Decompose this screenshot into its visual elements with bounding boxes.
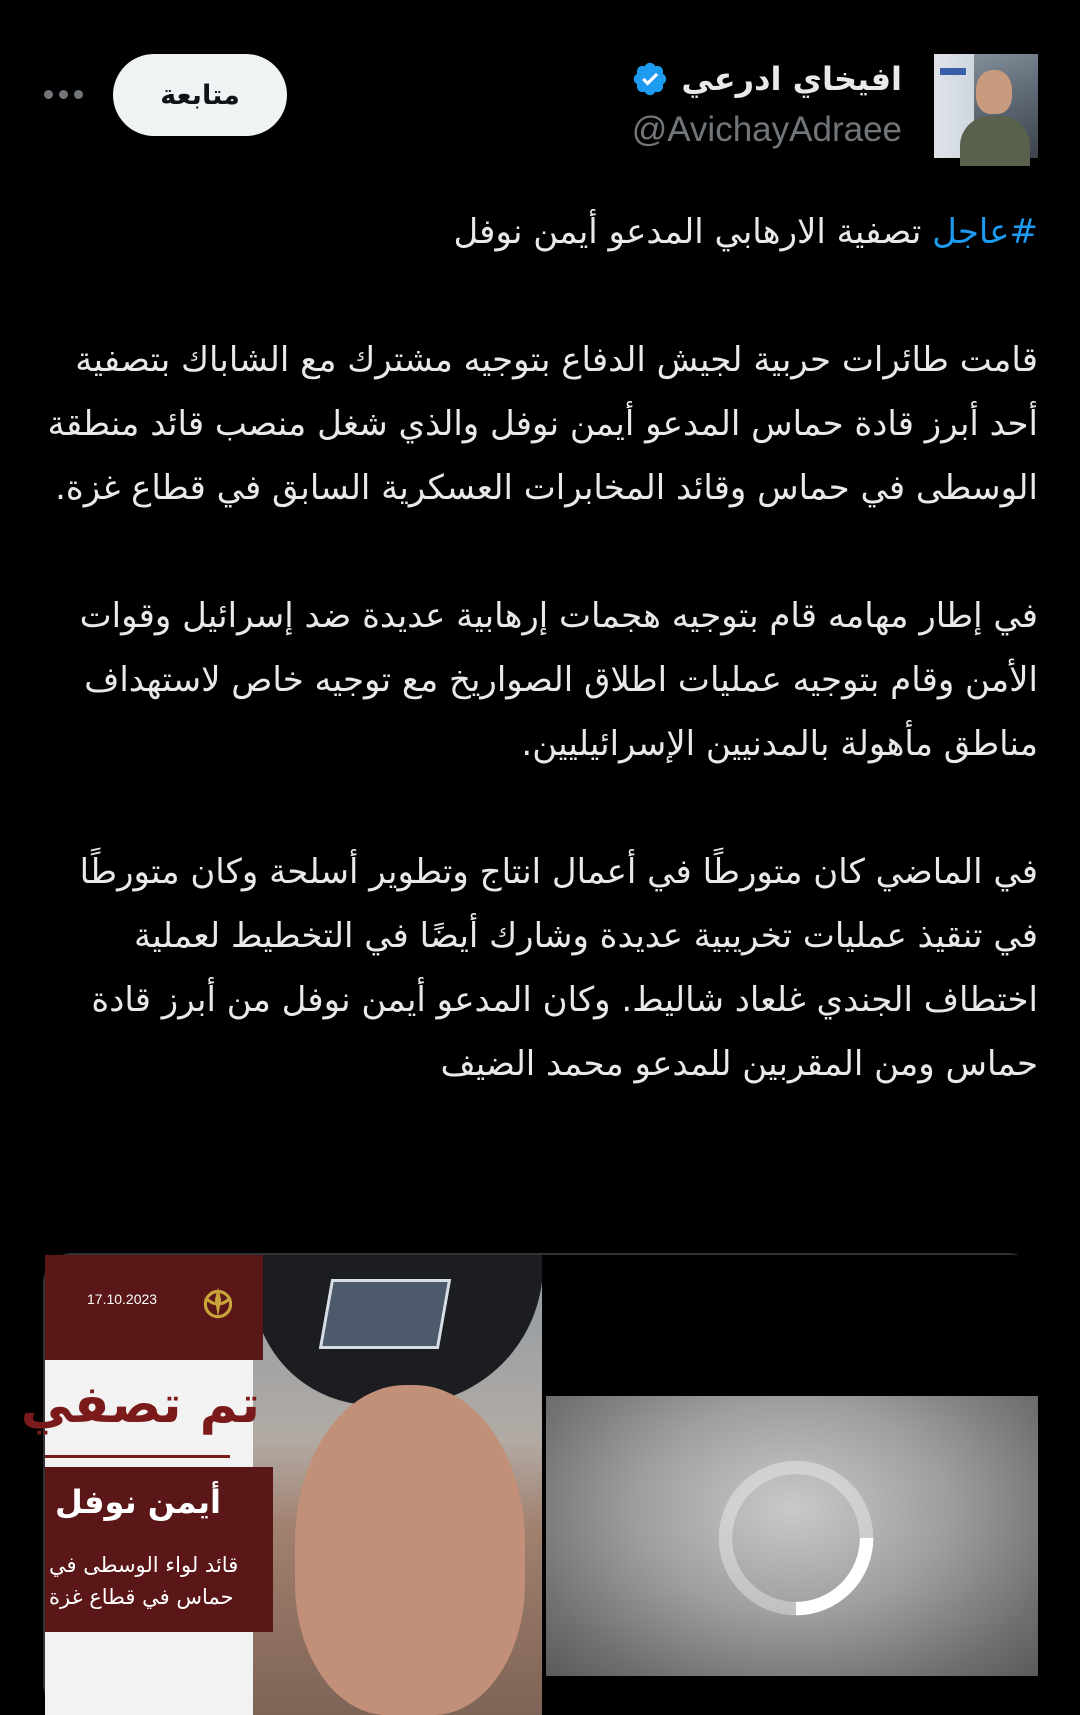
idf-emblem-icon xyxy=(197,1281,239,1323)
video-thumbnail[interactable] xyxy=(546,1396,1038,1676)
more-horizontal-icon[interactable] xyxy=(44,82,83,106)
cap-logo-icon xyxy=(319,1279,451,1349)
author-display-name[interactable]: افيخاي ادرعي xyxy=(681,60,902,98)
author-handle[interactable]: @AvichayAdraee xyxy=(631,110,902,149)
image-subtitle-line: حماس في قطاع غزة xyxy=(49,1585,234,1609)
hashtag-link[interactable]: #عاجل xyxy=(932,212,1038,252)
media-image[interactable] xyxy=(20,1255,538,1715)
media-video[interactable] xyxy=(542,1255,1040,1715)
tweet-headline xyxy=(38,200,1038,264)
image-person-name: أيمن نوفل xyxy=(55,1483,221,1521)
image-subtitle-line: قائد لواء الوسطى في xyxy=(49,1553,239,1577)
tweet-paragraph: في إطار مهامه قام بتوجيه هجمات إرهابية عديدة ضد إسرائيل وقوات الأمن وقام بتوجيه عمليات اطلاق الصواريخ مع توجيه خاص لاستهداف مناطق مأهولة بالمدنيين الإسرائيليين. xyxy=(79,596,1038,764)
tweet-paragraph: في الماضي كان متورطًا في أعمال انتاج وتطوير أسلحة وكان متورطًا في تنقيذ عمليات تخريبية عديدة وشارك أيضًا في التخطيط لعملية اختطاف الجندي غلعاد شاليط. وكان المدعو أيمن نوفل من أبرز قادة حماس ومن المقربين للمدعو محمد الضيف xyxy=(79,852,1038,1084)
image-title: تم تصفي xyxy=(20,1375,260,1435)
image-date: 17.10.2023 xyxy=(87,1291,158,1307)
headline-text: تصفية الارهابي المدعو أيمن نوفل xyxy=(453,212,933,252)
loading-spinner-icon xyxy=(712,1454,880,1622)
author-name-row[interactable] xyxy=(631,60,902,98)
person-photo xyxy=(295,1385,525,1715)
image-subtitle xyxy=(49,1549,271,1613)
follow-button[interactable]: متابعة xyxy=(113,54,287,136)
tweet-paragraph: قامت طائرات حربية لجيش الدفاع بتوجيه مشترك مع الشاباك بتصفية أحد أبرز قادة حماس المدعو أيمن نوفل والذي شغل منصب قائد منطقة الوسطى في حماس وقائد المخابرات العسكرية السابق في قطاع غزة. xyxy=(47,340,1038,508)
tweet-text xyxy=(38,200,1038,1096)
verified-badge-icon xyxy=(631,60,669,98)
media-grid xyxy=(20,1253,1038,1713)
avatar[interactable] xyxy=(934,54,1038,158)
